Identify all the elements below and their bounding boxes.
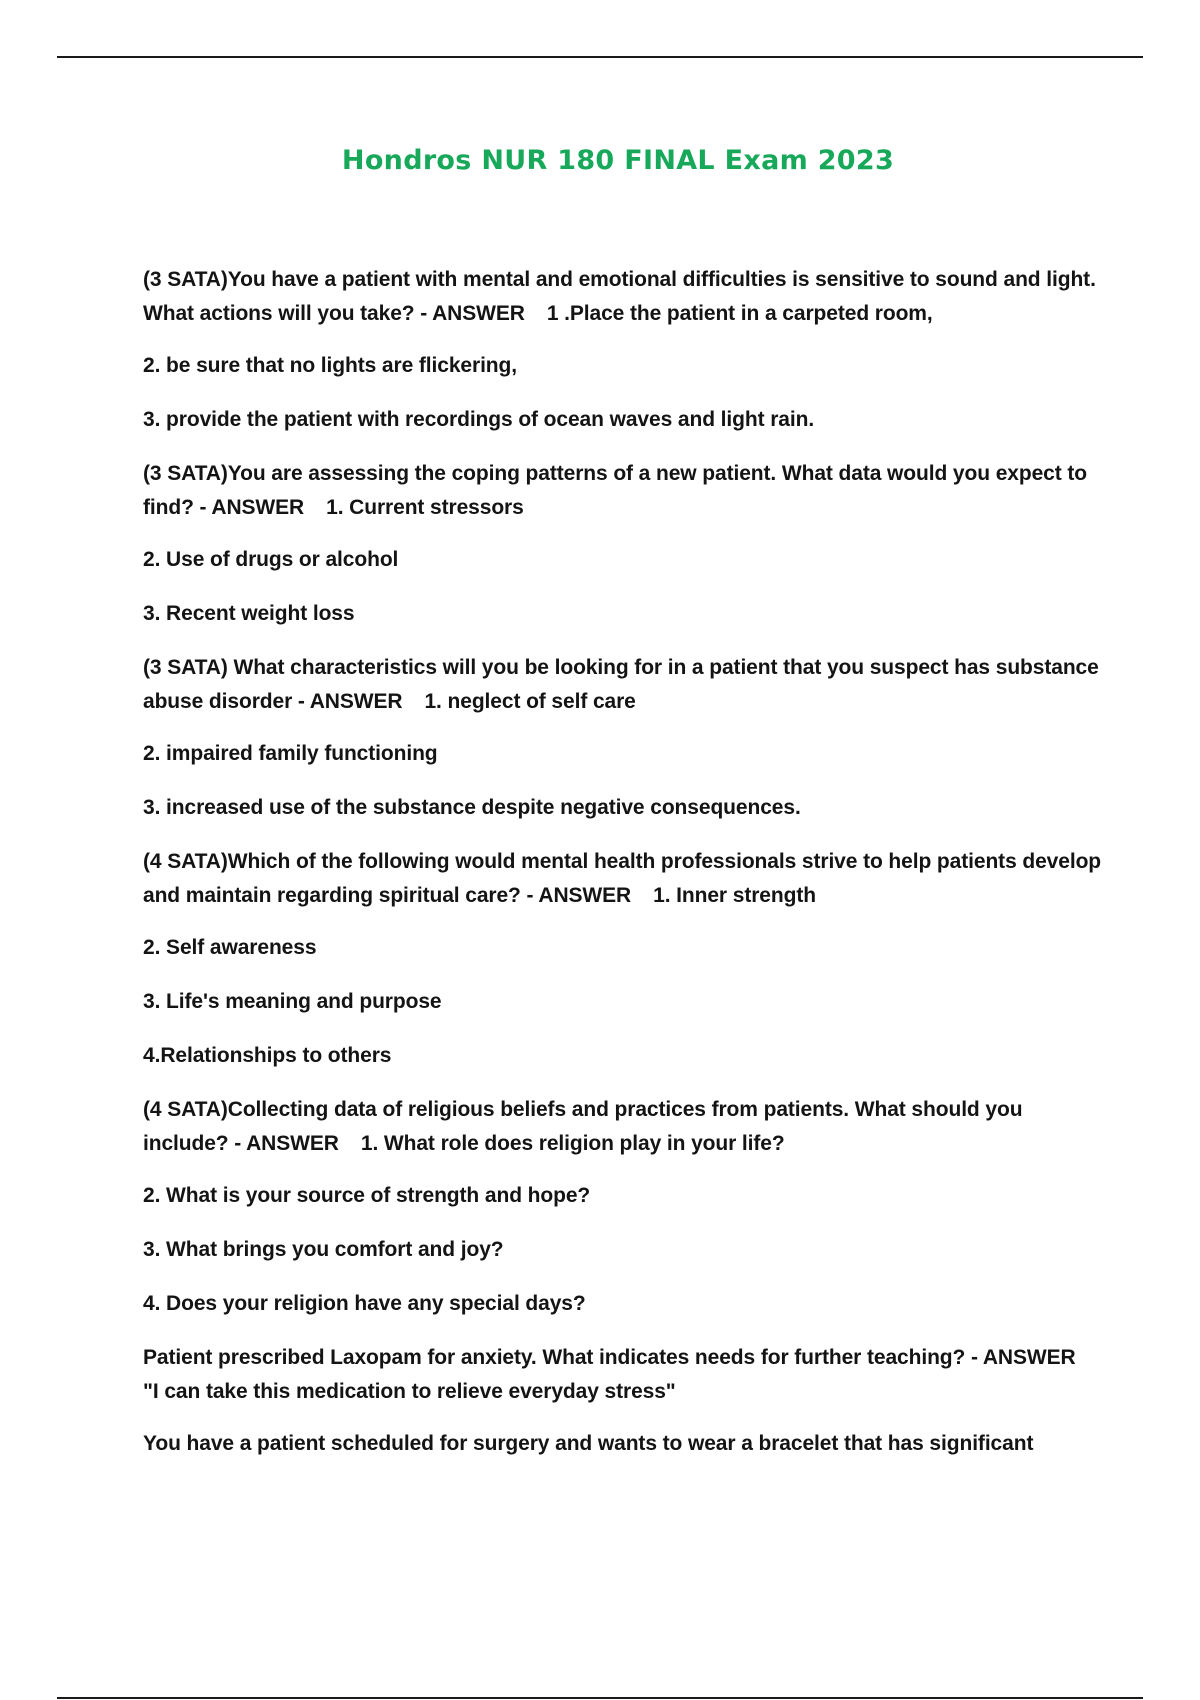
answer-item: 1. Current stressors: [326, 496, 524, 519]
answer-item: 2. be sure that no lights are flickering,: [143, 354, 517, 377]
question-text: (4 SATA)Which of the following would mental health professionals strive to help patients develop and maintain regarding spiritual care? - ANSWER: [143, 850, 1102, 907]
answer-item: 1. What role does religion play in your life?: [360, 1132, 785, 1155]
answer-item: 1. neglect of self care: [424, 690, 636, 713]
answer-item: 3. increased use of the substance despite negative consequences.: [143, 796, 801, 819]
answer-item: 2. What is your source of strength and hope?: [143, 1184, 591, 1207]
question-text: (3 SATA)You have a patient with mental and emotional difficulties is sensitive to sound and light. What actions will you take? - ANSWER: [143, 268, 1096, 325]
question-text: Patient prescribed Laxopam for anxiety. What indicates needs for further teaching? - ANSWER: [143, 1346, 1076, 1369]
answer-item: 3. What brings you comfort and joy?: [143, 1238, 504, 1261]
answer-item: 2. Use of drugs or alcohol: [143, 548, 399, 571]
answer-item: "I can take this medication to relieve everyday stress": [143, 1380, 676, 1403]
question-4: [143, 845, 1103, 913]
question-text: (3 SATA) What characteristics will you be looking for in a patient that you suspect has substance abuse disorder - ANSWER: [143, 656, 1099, 713]
answer-item: 4. Does your religion have any special days?: [143, 1292, 586, 1315]
document-body: [143, 263, 1103, 1481]
question-3: [143, 651, 1103, 719]
answer-item: 1 .Place the patient in a carpeted room,: [546, 302, 933, 325]
answer-item: 4.Relationships to others: [143, 1044, 392, 1067]
question-1: [143, 263, 1103, 331]
page-title: Hondros NUR 180 FINAL Exam 2023: [341, 145, 895, 176]
answer-item: 2. Self awareness: [143, 936, 317, 959]
footer-rule: [57, 1697, 1143, 1699]
header-rule: [57, 56, 1143, 58]
answer-item: 3. Life's meaning and purpose: [143, 990, 442, 1013]
answer-item: 3. provide the patient with recordings of ocean waves and light rain.: [143, 408, 815, 431]
answer-item: 3. Recent weight loss: [143, 602, 355, 625]
question-laxopam: [143, 1341, 1103, 1409]
question-surgery-partial: You have a patient scheduled for surgery and wants to wear a bracelet that has significant: [143, 1432, 1034, 1455]
question-text: (3 SATA)You are assessing the coping patterns of a new patient. What data would you expect to find? - ANSWER: [143, 462, 1087, 519]
question-text: (4 SATA)Collecting data of religious beliefs and practices from patients. What should you include? - ANSWER: [143, 1098, 1023, 1155]
question-5: [143, 1093, 1103, 1161]
answer-item: 2. impaired family functioning: [143, 742, 438, 765]
question-2: [143, 457, 1103, 525]
answer-item: 1. Inner strength: [653, 884, 816, 907]
